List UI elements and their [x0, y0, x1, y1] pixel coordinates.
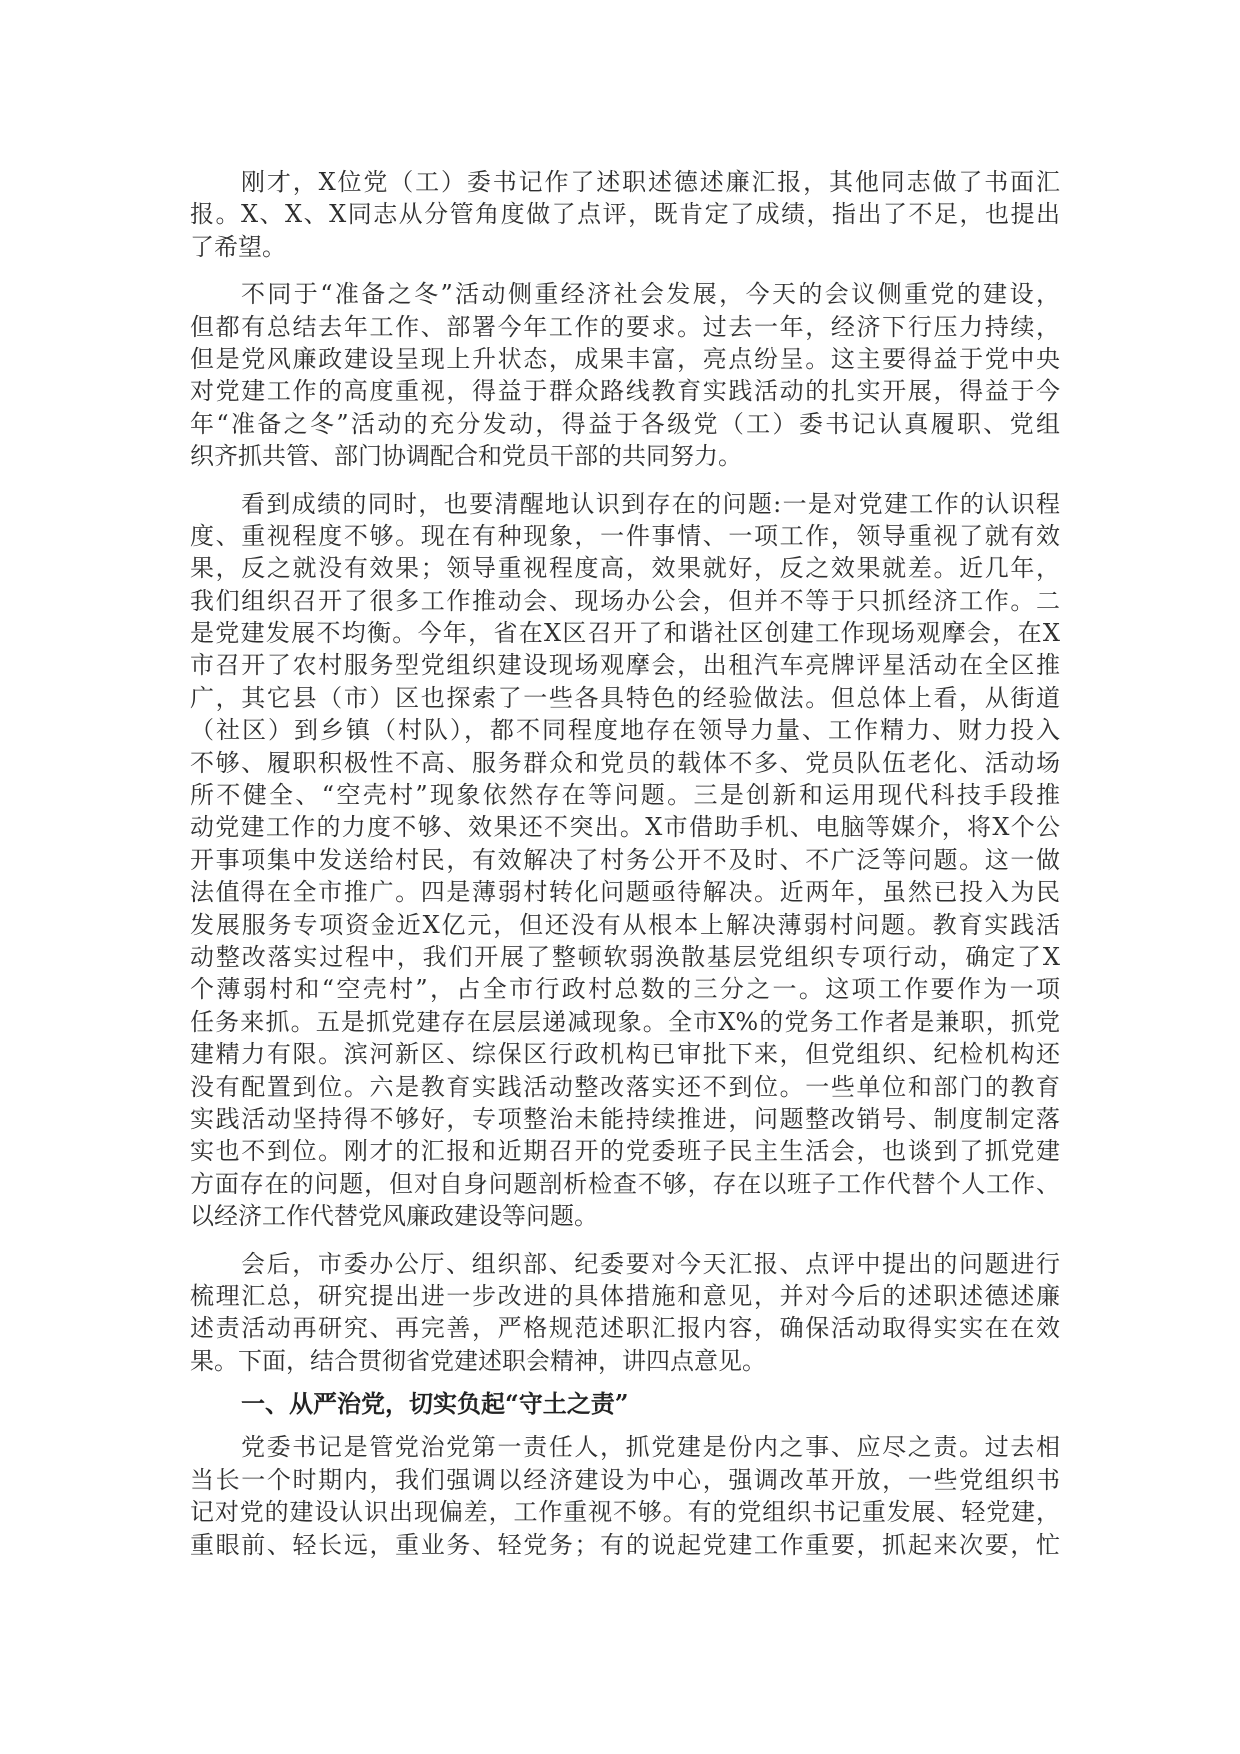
text-line: 任务来抓。五是抓党建存在层层递减现象。全市X%的党务工作者是兼职，抓党 — [190, 1007, 1060, 1036]
text-line: 建精力有限。滨河新区、综保区行政机构已审批下来，但党组织、纪检机构还 — [190, 1040, 1060, 1069]
paragraph — [190, 488, 1060, 1233]
text-line: 以经济工作代替党风廉政建设等问题。 — [190, 1202, 598, 1231]
section-heading: 一、从严治党，切实负起“守土之责” — [241, 1389, 629, 1419]
text-line: 没有配置到位。六是教育实践活动整改落实还不到位。一些单位和部门的教育 — [190, 1072, 1060, 1101]
text-line: 报。X、X、X同志从分管角度做了点评，既肯定了成绩，指出了不足，也提出 — [190, 200, 1060, 229]
text-line: 果。下面，结合贯彻省党建述职会精神，讲四点意见。 — [190, 1346, 766, 1375]
text-line: 对党建工作的高度重视，得益于群众路线教育实践活动的扎实开展，得益于今 — [190, 377, 1060, 406]
text-line: 我们组织召开了很多工作推动会、现场办公会，但并不等于只抓经济工作。二 — [190, 586, 1060, 615]
text-line: 法值得在全市推广。四是薄弱村转化问题亟待解决。近两年，虽然已投入为民 — [190, 878, 1060, 907]
text-line: 开事项集中发送给村民，有效解决了村务公开不及时、不广泛等问题。这一做 — [190, 845, 1060, 874]
text-line: 看到成绩的同时，也要清醒地认识到存在的问题:一是对党建工作的认识程 — [241, 489, 1060, 518]
text-line: 会后，市委办公厅、组织部、纪委要对今天汇报、点评中提出的问题进行 — [241, 1249, 1060, 1278]
text-line: 梳理汇总，研究提出进一步改进的具体措施和意见，并对今后的述职述德述廉 — [190, 1281, 1060, 1310]
text-line: 年“准备之冬”活动的充分发动，得益于各级党（工）委书记认真履职、党组 — [190, 409, 1060, 438]
text-line: 所不健全、“空壳村”现象依然存在等问题。三是创新和运用现代科技手段推 — [190, 781, 1060, 810]
text-line: 实践活动坚持得不够好，专项整治未能持续推进，问题整改销号、制度制定落 — [190, 1104, 1060, 1133]
document-page — [190, 166, 1060, 1576]
text-line: 果，反之就没有效果；领导重视程度高，效果就好，反之效果就差。近几年， — [190, 554, 1060, 583]
text-line: 方面存在的问题，但对自身问题剖析检查不够，存在以班子工作代替个人工作、 — [190, 1169, 1060, 1198]
text-line: 述责活动再研究、再完善，严格规范述职汇报内容，确保活动取得实实在在效 — [190, 1314, 1060, 1343]
text-line: 不同于“准备之冬”活动侧重经济社会发展，今天的会议侧重党的建设， — [241, 280, 1060, 309]
paragraph — [190, 166, 1060, 263]
text-line: 广，其它县（市）区也探索了一些各具特色的经验做法。但总体上看，从街道 — [190, 683, 1060, 712]
body-text-before-heading — [190, 166, 1060, 1377]
body-text-after-heading — [190, 1431, 1060, 1561]
paragraph — [190, 1431, 1060, 1561]
text-line: 了希望。 — [190, 232, 286, 261]
text-line: 织齐抓共管、部门协调配合和党员干部的共同努力。 — [190, 442, 742, 471]
text-line: 但都有总结去年工作、部署今年工作的要求。过去一年，经济下行压力持续， — [190, 312, 1060, 341]
text-line: 重眼前、轻长远，重业务、轻党务；有的说起党建工作重要，抓起来次要，忙 — [190, 1530, 1060, 1559]
text-line: 动党建工作的力度不够、效果还不突出。X市借助手机、电脑等媒介，将X个公 — [190, 813, 1060, 842]
text-line: 市召开了农村服务型党组织建设现场观摩会，出租汽车亮牌评星活动在全区推 — [190, 651, 1060, 680]
text-line: 党委书记是管党治党第一责任人，抓党建是份内之事、应尽之责。过去相 — [241, 1433, 1060, 1462]
text-line: 不够、履职积极性不高、服务群众和党员的载体不多、党员队伍老化、活动场 — [190, 748, 1060, 777]
text-line: 实也不到位。刚才的汇报和近期召开的党委班子民主生活会，也谈到了抓党建 — [190, 1137, 1060, 1166]
text-line: 个薄弱村和“空壳村”，占全市行政村总数的三分之一。这项工作要作为一项 — [190, 975, 1060, 1004]
text-line: 但是党风廉政建设呈现上升状态，成果丰富，亮点纷呈。这主要得益于党中央 — [190, 344, 1060, 373]
paragraph — [190, 278, 1060, 472]
paragraph — [190, 1248, 1060, 1378]
text-line: 度、重视程度不够。现在有种现象，一件事情、一项工作，领导重视了就有效 — [190, 521, 1060, 550]
text-line: 是党建发展不均衡。今年，省在X区召开了和谐社区创建工作现场观摩会，在X — [190, 619, 1060, 648]
text-line: 发展服务专项资金近X亿元，但还没有从根本上解决薄弱村问题。教育实践活 — [190, 910, 1060, 939]
text-line: 当长一个时期内，我们强调以经济建设为中心，强调改革开放，一些党组织书 — [190, 1465, 1060, 1494]
text-line: 动整改落实过程中，我们开展了整顿软弱涣散基层党组织专项行动，确定了X — [190, 942, 1060, 971]
text-line: （社区）到乡镇（村队），都不同程度地存在领导力量、工作精力、财力投入 — [190, 716, 1060, 745]
text-line: 记对党的建设认识出现偏差，工作重视不够。有的党组织书记重发展、轻党建， — [190, 1498, 1060, 1527]
text-line: 刚才，X位党（工）委书记作了述职述德述廉汇报，其他同志做了书面汇 — [241, 168, 1060, 196]
